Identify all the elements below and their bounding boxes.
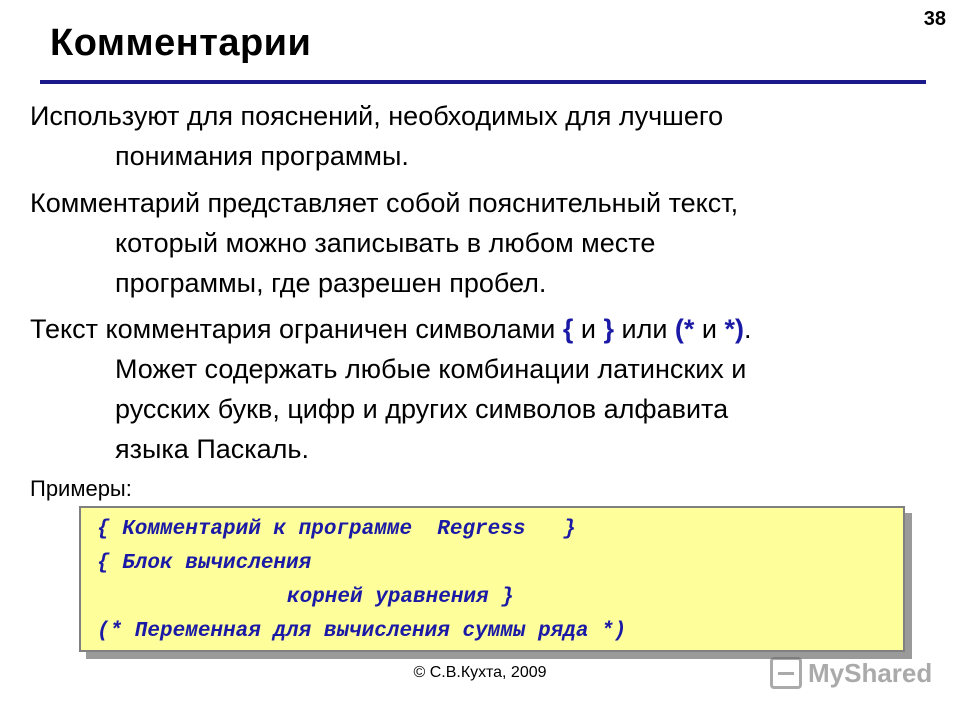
delimiters-prefix: Текст комментария ограничен символами [30, 314, 563, 344]
paragraph-definition-line-2: который можно записывать в любом месте [115, 228, 656, 258]
paragraph-purpose [30, 96, 930, 176]
copyright-footer: © С.В.Кухта, 2009 [413, 664, 547, 681]
delimiters-dot: . [744, 314, 752, 344]
paragraph-delimiters-line-2: Может содержать любые комбинации латинских и [115, 354, 747, 384]
conjunction-and-1: и [573, 314, 604, 344]
conjunction-or: или [614, 314, 675, 344]
conjunction-and-2: и [694, 314, 725, 344]
paragraph-delimiters-line-1 [30, 314, 752, 344]
paragraph-delimiters-line-3: русских букв, цифр и других символов алфавита [115, 394, 729, 424]
watermark [770, 657, 932, 689]
code-line-2: { Блок вычисления [97, 552, 312, 575]
paragraph-delimiters-line-4: языка Паскаль. [115, 434, 309, 464]
slide-number: 38 [923, 8, 946, 30]
paragraph-purpose-line-2: понимания программы. [115, 141, 409, 171]
paragraph-delimiters [30, 309, 930, 469]
code-example-box [79, 506, 905, 652]
paragraph-definition-line-1: Комментарий представляет собой пояснительный текст, [30, 188, 739, 218]
code-line-4: (* Переменная для вычисления суммы ряда *) [97, 620, 627, 643]
slide-title: Комментарии [50, 22, 312, 64]
code-line-3: корней уравнения } [287, 586, 514, 609]
presentation-icon [770, 657, 802, 689]
symbol-close-paren-star: *) [724, 314, 745, 344]
paragraph-purpose-line-1: Используют для пояснений, необходимых для лучшего [30, 101, 724, 131]
paragraph-definition [30, 183, 930, 303]
watermark-text: MyShared [808, 657, 933, 688]
symbol-open-paren-star: (* [674, 314, 695, 344]
symbol-open-brace: { [562, 314, 574, 344]
title-underline [40, 80, 926, 84]
symbol-close-brace: } [603, 314, 614, 344]
code-line-1: { Комментарий к программе Regress } [97, 518, 576, 541]
paragraph-definition-line-3: программы, где разрешен пробел. [115, 268, 547, 298]
examples-label: Примеры: [30, 476, 132, 501]
